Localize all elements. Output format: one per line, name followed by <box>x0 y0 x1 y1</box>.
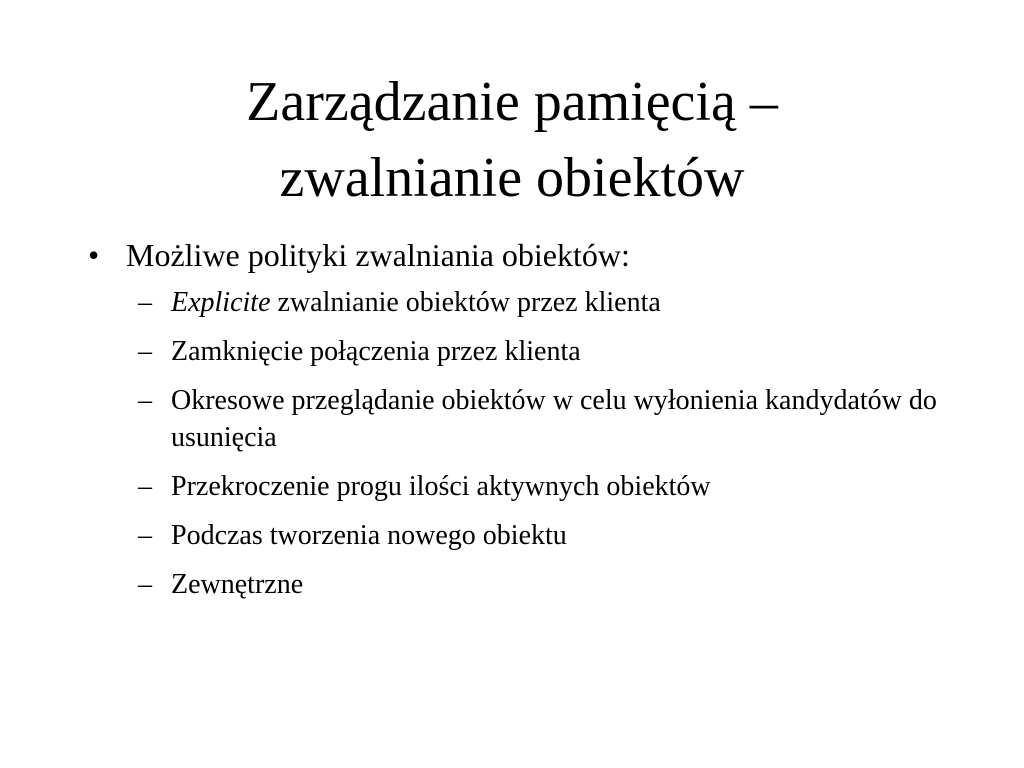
sub-bullet-text: Zewnętrzne <box>171 569 304 600</box>
main-bullet-text: Możliwe polityki zwalniania obiektów: <box>126 237 630 273</box>
main-bullet-point <box>86 232 946 278</box>
sub-bullet-item <box>86 382 946 456</box>
sub-bullet-item <box>86 517 946 554</box>
sub-bullet-item <box>86 333 946 370</box>
sub-bullet-text: zwalnianie obiektów przez klienta <box>270 287 661 318</box>
sub-bullet-list <box>86 284 946 603</box>
sub-bullet-text: Zamknięcie połączenia przez klienta <box>171 336 581 367</box>
sub-bullet-text: Okresowe przeglądanie obiektów w celu wyłonienia kandydatów do usunięcia <box>171 385 937 453</box>
sub-bullet-text: Przekroczenie progu ilości aktywnych obiektów <box>171 471 711 502</box>
sub-bullet-item <box>86 566 946 603</box>
dash-icon: – <box>138 287 152 318</box>
sub-bullet-item <box>86 284 946 321</box>
sub-bullet-emphasis: Explicite <box>171 287 271 318</box>
dash-icon: – <box>138 471 152 502</box>
slide-title-line-2: zwalnianie obiektów <box>279 147 745 209</box>
slide-content <box>86 232 946 615</box>
slide-title <box>60 64 964 216</box>
dash-icon: – <box>138 336 152 367</box>
sub-bullet-text: Podczas tworzenia nowego obiektu <box>171 520 567 551</box>
sub-bullet-item <box>86 468 946 505</box>
slide-title-line-1: Zarządzanie pamięcią – <box>246 71 778 133</box>
dash-icon: – <box>138 520 152 551</box>
bullet-icon: • <box>88 237 100 273</box>
dash-icon: – <box>138 569 152 600</box>
dash-icon: – <box>138 385 152 416</box>
